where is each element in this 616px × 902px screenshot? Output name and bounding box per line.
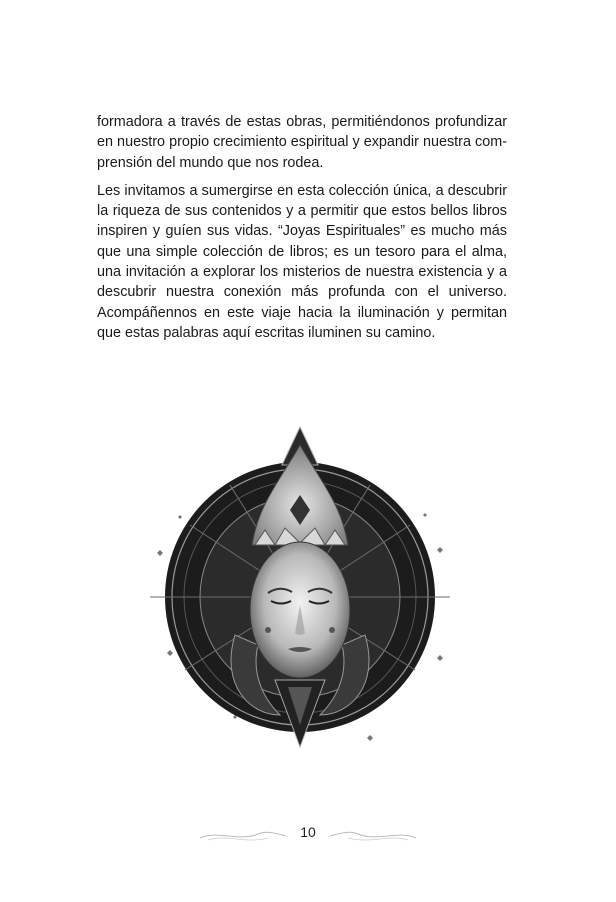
paragraph-2: Les invitamos a sumergirse en esta colección única, a descubrir la riqueza de sus contenidos y a permitir que estos bellos libros inspiren y guíen sus vidas. “Joyas Espirituales” es mucho más que una simple colección de libros; es un tesoro para el alma, una invitación a explorar los misterios de nuestra existencia y a descubrir nuestra conexión más profunda con el universo. Acompáñennos en este viaje hacia la iluminación y permitan que estas palabras aquí escritas iluminen su camino. [97,182,507,341]
page-number: 10 [300,824,316,840]
mystic-face-mandala-icon [140,425,460,750]
flourish-right-icon [328,826,418,844]
page-footer [0,818,616,848]
paragraph-1: formadora a través de estas obras, permitiéndonos profundizar en nuestro propio crecimiento espiritual y expandir nuestra comprensión del mundo que nos rodea. [97,114,507,171]
body-text [97,112,507,351]
